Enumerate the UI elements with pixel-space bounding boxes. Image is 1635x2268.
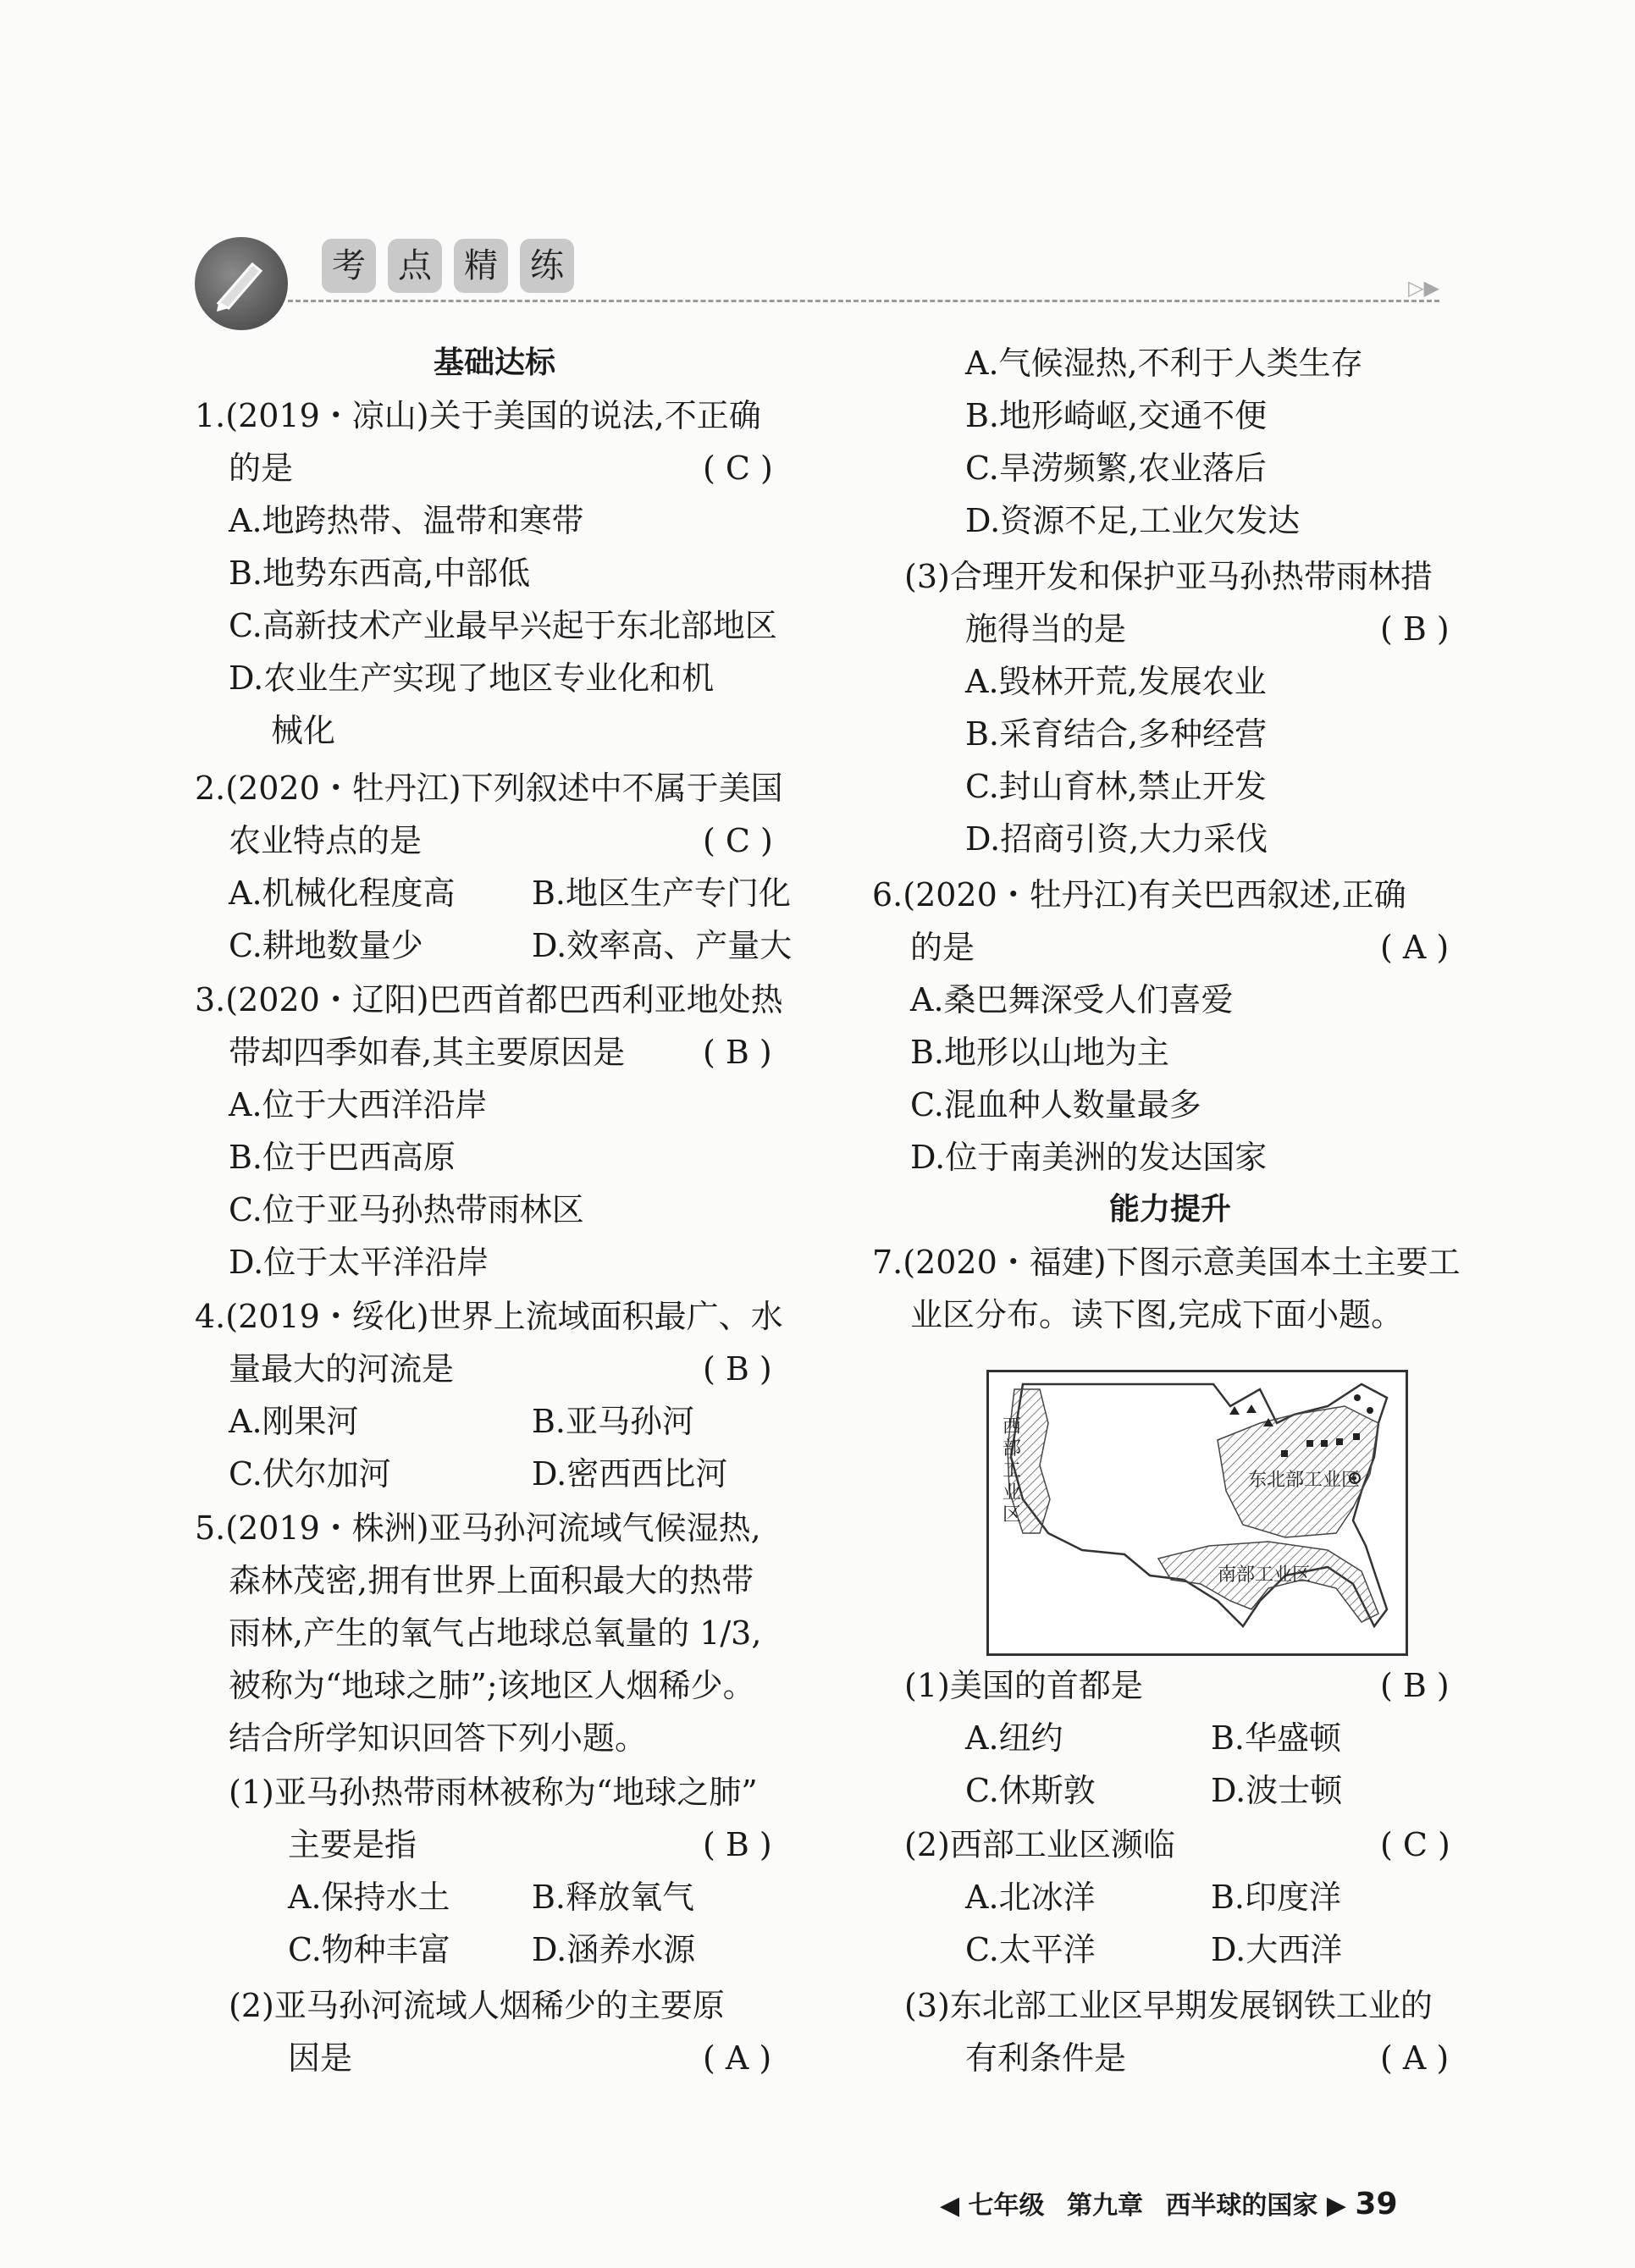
marker-square [1321,1440,1328,1447]
marker-square [1353,1433,1360,1440]
option: C.封山育林,禁止开发 [965,768,1267,805]
answer-choice: ( A ) [1380,929,1450,966]
option: D.农业生产实现了地区专业化和机 [229,659,715,697]
question-stem: 的是 [229,450,294,487]
south-region-label: 南部工业区 [1218,1564,1312,1586]
option: A.地跨热带、温带和寒带 [229,502,584,539]
option: B.地势东西高,中部低 [229,555,531,592]
marker-square [1281,1450,1288,1457]
sub-question: 有利条件是 [965,2039,1127,2077]
northeast-region-label: 东北部工业区 [1248,1470,1361,1491]
option: C.旱涝频繁,农业落后 [965,450,1267,487]
answer-choice: ( C ) [703,450,773,487]
left-arrow-icon: ◀ [940,2191,960,2221]
option: C.休斯敦 [965,1772,1096,1809]
question-stem: 被称为“地球之肺”;该地区人烟稀少。 [229,1667,755,1704]
option: A.机械化程度高 [229,875,456,912]
footer-chapter: 第九章 [1066,2191,1143,2221]
question-stem: 农业特点的是 [229,822,423,859]
option: B.印度洋 [1211,1879,1342,1916]
option: B.地形崎岖,交通不便 [965,397,1268,434]
question-stem: 3.(2020・辽阳)巴西首都巴西利亚地处热 [195,981,783,1018]
question-stem: 的是 [910,929,975,966]
marker-square [1336,1438,1343,1445]
question-stem: 6.(2020・牡丹江)有关巴西叙述,正确 [872,876,1406,913]
right-arrow-icon: ▶ [1326,2191,1346,2221]
banner-char: 考 [322,239,376,293]
option: B.位于巴西高原 [229,1139,456,1176]
sub-question: (1)美国的首都是 [904,1667,1143,1704]
option: A.气候湿热,不利于人类生存 [965,345,1363,382]
question-stem: 带却四季如春,其主要原因是 [229,1034,626,1071]
section-title: 能力提升 [1109,1192,1232,1227]
option: B.地形以山地为主 [910,1034,1170,1071]
arrow-icons: ▷▶ [1408,276,1439,300]
page-number: 39 [1355,2187,1398,2221]
option: 械化 [271,712,336,749]
sub-question: 施得当的是 [965,610,1127,648]
banner-char: 练 [520,239,574,293]
sub-question: 主要是指 [288,1826,417,1863]
map-label-char: 区 [1003,1504,1022,1526]
option: D.密西西比河 [532,1455,728,1493]
marker-dot [1354,1394,1361,1401]
question-stem: 森林茂密,拥有世界上面积最大的热带 [229,1562,754,1599]
question-stem: 1.(2019・凉山)关于美国的说法,不正确 [195,397,761,434]
answer-choice: ( B ) [703,1826,772,1863]
question-stem: 4.(2019・绥化)世界上流域面积最广、水 [195,1298,783,1335]
banner-char: 点 [388,239,442,293]
answer-choice: ( B ) [703,1350,772,1388]
sub-question: 因是 [288,2039,353,2077]
us-industrial-map [986,1370,1408,1656]
section-title: 基础达标 [434,345,556,380]
option: A.北冰洋 [965,1879,1096,1916]
option: D.位于南美洲的发达国家 [910,1139,1268,1176]
question-stem: 量最大的河流是 [229,1350,455,1388]
option: A.保持水土 [288,1879,450,1916]
option: B.释放氧气 [532,1879,695,1916]
answer-choice: ( A ) [1380,2039,1450,2077]
option: C.伏尔加河 [229,1455,391,1493]
question-stem: 5.(2019・株洲)亚马孙河流域气候湿热, [195,1509,761,1547]
footer-grade: 七年级 [968,2191,1045,2221]
pen-icon [195,237,288,330]
sub-question: (1)亚马孙热带雨林被称为“地球之肺” [229,1774,758,1811]
map-label-char: 工 [1003,1460,1022,1482]
answer-choice: ( C ) [1380,1826,1450,1863]
banner-char: 精 [454,239,508,293]
option: C.混血种人数量最多 [910,1086,1201,1123]
marker-square [1306,1440,1313,1447]
option: B.地区生产专门化 [532,875,792,912]
footer-title: 西半球的国家 [1165,2191,1318,2221]
answer-choice: ( B ) [1380,610,1450,648]
option: C.位于亚马孙热带雨林区 [229,1191,584,1228]
sub-question: (2)亚马孙河流域人烟稀少的主要原 [229,1987,725,2024]
option: D.资源不足,工业欠发达 [965,502,1301,539]
map-label-char: 业 [1003,1482,1022,1504]
us-map-svg [989,1372,1406,1653]
banner-divider [288,300,1439,302]
map-label-char: 西 [1003,1416,1022,1438]
option: A.毁林开荒,发展农业 [965,663,1267,700]
option: D.波士顿 [1211,1772,1343,1809]
question-stem: 业区分布。读下图,完成下面小题。 [910,1296,1404,1333]
option: A.位于大西洋沿岸 [229,1086,488,1123]
question-stem: 2.(2020・牡丹江)下列叙述中不属于美国 [195,770,783,807]
option: B.华盛顿 [1211,1719,1342,1757]
answer-choice: ( C ) [703,822,773,859]
option: A.刚果河 [229,1403,359,1440]
sub-question: (3)合理开发和保护亚马孙热带雨林措 [904,558,1433,595]
option: C.太平洋 [965,1931,1096,1968]
option: C.物种丰富 [288,1931,450,1968]
option: B.亚马孙河 [532,1403,695,1440]
option: C.高新技术产业最早兴起于东北部地区 [229,607,777,644]
marker-dot [1367,1407,1373,1414]
option: A.桑巴舞深受人们喜爱 [910,981,1234,1018]
answer-choice: ( B ) [1380,1667,1450,1704]
option: D.效率高、产量大 [532,927,793,964]
option: C.耕地数量少 [229,927,423,964]
sub-question: (2)西部工业区濒临 [904,1826,1175,1863]
option: A.纽约 [965,1719,1063,1757]
page-footer [940,2184,1398,2221]
question-stem: 7.(2020・福建)下图示意美国本土主要工 [872,1244,1461,1281]
option: D.位于太平洋沿岸 [229,1244,489,1281]
question-stem: 结合所学知识回答下列小题。 [229,1719,648,1757]
option: D.招商引资,大力采伐 [965,820,1268,858]
option: D.大西洋 [1211,1931,1343,1968]
option: B.采育结合,多种经营 [965,715,1268,753]
west-region-label [1003,1416,1023,1526]
option: D.涵养水源 [532,1931,696,1968]
section-banner [195,230,1448,315]
sub-question: (3)东北部工业区早期发展钢铁工业的 [904,1987,1433,2024]
answer-choice: ( A ) [703,2039,772,2077]
answer-choice: ( B ) [703,1034,772,1071]
question-stem: 雨林,产生的氧气占地球总氧量的 1/3, [229,1614,762,1652]
map-label-char: 部 [1003,1438,1022,1460]
